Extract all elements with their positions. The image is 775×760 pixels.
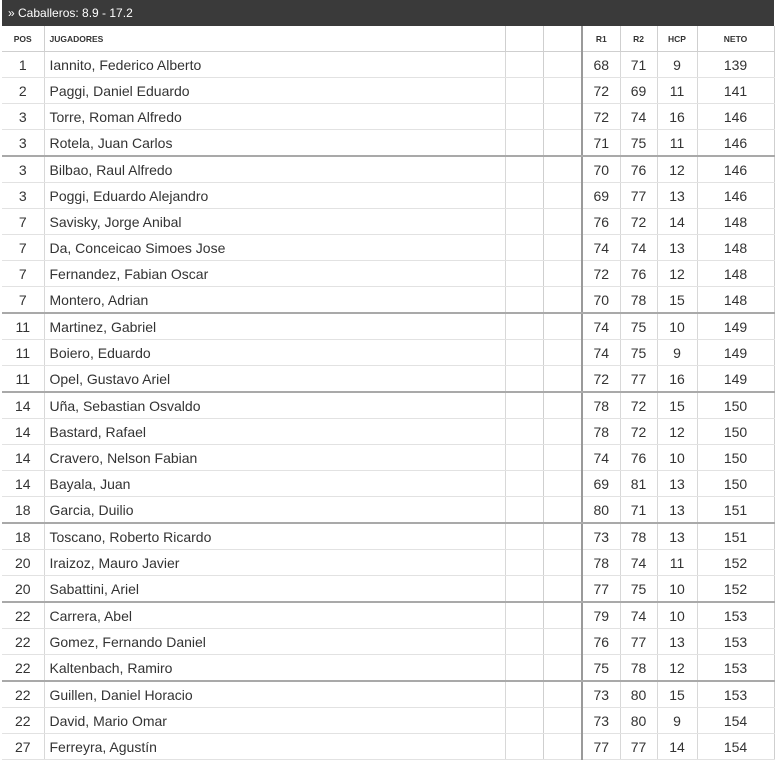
cell-r1: 74 (582, 235, 620, 261)
cell-pos: 22 (2, 708, 44, 734)
cell-blank (505, 183, 543, 209)
cell-pos: 7 (2, 287, 44, 314)
cell-r2: 72 (620, 209, 657, 235)
cell-player: Boiero, Eduardo (44, 340, 505, 366)
cell-blank (543, 104, 582, 130)
cell-blank (543, 708, 582, 734)
cell-player: Bastard, Rafael (44, 419, 505, 445)
column-header-r2: R2 (620, 26, 657, 52)
cell-player: Martinez, Gabriel (44, 313, 505, 340)
cell-neto: 146 (697, 156, 774, 183)
cell-blank (543, 602, 582, 629)
cell-r1: 76 (582, 629, 620, 655)
table-row (2, 209, 774, 235)
cell-player: Cravero, Nelson Fabian (44, 445, 505, 471)
cell-blank (505, 52, 543, 78)
table-row (2, 261, 774, 287)
cell-neto: 149 (697, 340, 774, 366)
table-row (2, 523, 774, 550)
cell-neto: 150 (697, 445, 774, 471)
cell-hcp: 13 (657, 235, 697, 261)
cell-pos: 3 (2, 183, 44, 209)
cell-pos: 14 (2, 419, 44, 445)
cell-r1: 74 (582, 445, 620, 471)
cell-r2: 77 (620, 629, 657, 655)
table-row (2, 734, 774, 760)
cell-hcp: 13 (657, 523, 697, 550)
table-row (2, 287, 774, 314)
cell-blank (543, 550, 582, 576)
cell-r1: 74 (582, 340, 620, 366)
cell-blank (505, 392, 543, 419)
cell-hcp: 14 (657, 209, 697, 235)
cell-blank (543, 576, 582, 603)
results-panel (2, 0, 774, 760)
cell-blank (543, 261, 582, 287)
cell-r2: 72 (620, 392, 657, 419)
cell-neto: 149 (697, 313, 774, 340)
cell-pos: 22 (2, 602, 44, 629)
cell-r1: 78 (582, 550, 620, 576)
table-row (2, 392, 774, 419)
cell-pos: 3 (2, 104, 44, 130)
cell-r1: 80 (582, 497, 620, 524)
cell-blank (543, 419, 582, 445)
cell-hcp: 10 (657, 313, 697, 340)
cell-player: Carrera, Abel (44, 602, 505, 629)
cell-neto: 149 (697, 366, 774, 393)
cell-r2: 78 (620, 287, 657, 314)
cell-hcp: 15 (657, 287, 697, 314)
cell-blank (505, 681, 543, 708)
cell-r2: 77 (620, 734, 657, 760)
cell-r2: 81 (620, 471, 657, 497)
cell-blank (505, 655, 543, 682)
cell-r2: 72 (620, 419, 657, 445)
cell-hcp: 16 (657, 104, 697, 130)
cell-blank (543, 78, 582, 104)
cell-blank (543, 235, 582, 261)
cell-blank (543, 497, 582, 524)
cell-blank (505, 523, 543, 550)
cell-r1: 73 (582, 681, 620, 708)
cell-hcp: 11 (657, 130, 697, 157)
cell-player: Guillen, Daniel Horacio (44, 681, 505, 708)
cell-r2: 71 (620, 52, 657, 78)
cell-neto: 148 (697, 287, 774, 314)
table-row (2, 235, 774, 261)
cell-player: Bilbao, Raul Alfredo (44, 156, 505, 183)
cell-hcp: 10 (657, 445, 697, 471)
table-row (2, 313, 774, 340)
table-row (2, 602, 774, 629)
cell-blank (543, 156, 582, 183)
table-header-row (2, 26, 774, 52)
cell-r1: 74 (582, 313, 620, 340)
cell-r1: 72 (582, 261, 620, 287)
cell-pos: 20 (2, 550, 44, 576)
cell-blank (543, 287, 582, 314)
cell-hcp: 12 (657, 655, 697, 682)
cell-pos: 3 (2, 156, 44, 183)
cell-blank (543, 340, 582, 366)
cell-hcp: 9 (657, 708, 697, 734)
cell-blank (543, 183, 582, 209)
cell-player: Montero, Adrian (44, 287, 505, 314)
cell-r1: 71 (582, 130, 620, 157)
cell-pos: 14 (2, 471, 44, 497)
cell-hcp: 9 (657, 52, 697, 78)
table-row (2, 681, 774, 708)
cell-r1: 75 (582, 655, 620, 682)
cell-player: Poggi, Eduardo Alejandro (44, 183, 505, 209)
cell-player: Uña, Sebastian Osvaldo (44, 392, 505, 419)
cell-neto: 148 (697, 261, 774, 287)
cell-r2: 75 (620, 340, 657, 366)
cell-neto: 148 (697, 235, 774, 261)
cell-neto: 152 (697, 576, 774, 603)
cell-pos: 18 (2, 497, 44, 524)
cell-r2: 74 (620, 235, 657, 261)
cell-r1: 70 (582, 287, 620, 314)
results-table (2, 26, 775, 760)
column-header-neto: NETO (697, 26, 774, 52)
cell-neto: 146 (697, 183, 774, 209)
cell-pos: 14 (2, 392, 44, 419)
cell-hcp: 10 (657, 602, 697, 629)
cell-blank (505, 340, 543, 366)
cell-pos: 7 (2, 209, 44, 235)
column-header-pos: POS (2, 26, 44, 52)
cell-blank (543, 523, 582, 550)
cell-blank (505, 287, 543, 314)
table-row (2, 366, 774, 393)
cell-neto: 153 (697, 655, 774, 682)
cell-pos: 18 (2, 523, 44, 550)
cell-r2: 76 (620, 445, 657, 471)
cell-player: Da, Conceicao Simoes Jose (44, 235, 505, 261)
table-row (2, 156, 774, 183)
cell-neto: 153 (697, 629, 774, 655)
cell-player: Rotela, Juan Carlos (44, 130, 505, 157)
table-row (2, 708, 774, 734)
cell-blank (543, 655, 582, 682)
cell-hcp: 15 (657, 392, 697, 419)
cell-r1: 69 (582, 471, 620, 497)
cell-blank (505, 130, 543, 157)
cell-blank (505, 78, 543, 104)
cell-player: Fernandez, Fabian Oscar (44, 261, 505, 287)
cell-blank (505, 366, 543, 393)
table-row (2, 655, 774, 682)
table-row (2, 183, 774, 209)
cell-r1: 68 (582, 52, 620, 78)
cell-r1: 77 (582, 576, 620, 603)
cell-r2: 80 (620, 681, 657, 708)
cell-blank (505, 550, 543, 576)
cell-r1: 72 (582, 78, 620, 104)
category-title: » Caballeros: 8.9 - 17.2 (2, 0, 774, 26)
cell-blank (505, 708, 543, 734)
table-row (2, 340, 774, 366)
cell-blank (543, 471, 582, 497)
cell-blank (543, 629, 582, 655)
cell-player: Ferreyra, Agustín (44, 734, 505, 760)
cell-pos: 22 (2, 655, 44, 682)
cell-hcp: 10 (657, 576, 697, 603)
cell-r1: 77 (582, 734, 620, 760)
cell-pos: 11 (2, 366, 44, 393)
cell-pos: 3 (2, 130, 44, 157)
cell-r1: 78 (582, 419, 620, 445)
cell-blank (543, 366, 582, 393)
cell-blank (543, 392, 582, 419)
cell-player: Opel, Gustavo Ariel (44, 366, 505, 393)
cell-neto: 153 (697, 602, 774, 629)
cell-r2: 80 (620, 708, 657, 734)
cell-neto: 146 (697, 104, 774, 130)
cell-hcp: 13 (657, 183, 697, 209)
cell-blank (505, 602, 543, 629)
cell-pos: 2 (2, 78, 44, 104)
cell-hcp: 15 (657, 681, 697, 708)
cell-r2: 75 (620, 576, 657, 603)
cell-neto: 148 (697, 209, 774, 235)
column-header-hcp: HCP (657, 26, 697, 52)
column-header-blank (505, 26, 543, 52)
cell-r2: 74 (620, 104, 657, 130)
cell-player: Gomez, Fernando Daniel (44, 629, 505, 655)
cell-r1: 73 (582, 523, 620, 550)
table-row (2, 550, 774, 576)
table-row (2, 471, 774, 497)
cell-r2: 75 (620, 313, 657, 340)
cell-player: David, Mario Omar (44, 708, 505, 734)
cell-r2: 69 (620, 78, 657, 104)
cell-neto: 150 (697, 392, 774, 419)
cell-neto: 150 (697, 471, 774, 497)
cell-player: Torre, Roman Alfredo (44, 104, 505, 130)
cell-pos: 27 (2, 734, 44, 760)
cell-blank (505, 156, 543, 183)
cell-hcp: 12 (657, 156, 697, 183)
cell-blank (543, 130, 582, 157)
cell-pos: 7 (2, 261, 44, 287)
table-row (2, 419, 774, 445)
cell-neto: 151 (697, 497, 774, 524)
cell-r2: 76 (620, 261, 657, 287)
cell-hcp: 11 (657, 78, 697, 104)
cell-neto: 146 (697, 130, 774, 157)
cell-blank (505, 576, 543, 603)
cell-blank (505, 104, 543, 130)
cell-blank (505, 235, 543, 261)
cell-hcp: 16 (657, 366, 697, 393)
column-header-blank (543, 26, 582, 52)
cell-r1: 79 (582, 602, 620, 629)
cell-hcp: 14 (657, 734, 697, 760)
cell-r2: 74 (620, 602, 657, 629)
cell-player: Iannito, Federico Alberto (44, 52, 505, 78)
cell-blank (543, 209, 582, 235)
cell-blank (505, 629, 543, 655)
cell-pos: 22 (2, 681, 44, 708)
cell-hcp: 13 (657, 497, 697, 524)
cell-blank (543, 445, 582, 471)
cell-blank (543, 734, 582, 760)
table-row (2, 104, 774, 130)
cell-blank (543, 52, 582, 78)
cell-blank (543, 313, 582, 340)
table-row (2, 629, 774, 655)
cell-player: Paggi, Daniel Eduardo (44, 78, 505, 104)
cell-r2: 74 (620, 550, 657, 576)
cell-r2: 78 (620, 523, 657, 550)
cell-neto: 153 (697, 681, 774, 708)
cell-pos: 1 (2, 52, 44, 78)
cell-neto: 150 (697, 419, 774, 445)
cell-player: Iraizoz, Mauro Javier (44, 550, 505, 576)
cell-r2: 71 (620, 497, 657, 524)
cell-hcp: 9 (657, 340, 697, 366)
table-row (2, 497, 774, 524)
cell-blank (505, 419, 543, 445)
cell-blank (505, 445, 543, 471)
cell-r1: 78 (582, 392, 620, 419)
cell-neto: 151 (697, 523, 774, 550)
cell-pos: 14 (2, 445, 44, 471)
table-row (2, 52, 774, 78)
cell-r1: 73 (582, 708, 620, 734)
cell-blank (505, 734, 543, 760)
cell-blank (505, 209, 543, 235)
cell-blank (505, 313, 543, 340)
cell-neto: 154 (697, 734, 774, 760)
cell-blank (543, 681, 582, 708)
table-row (2, 445, 774, 471)
cell-pos: 22 (2, 629, 44, 655)
column-header-r1: R1 (582, 26, 620, 52)
cell-hcp: 13 (657, 629, 697, 655)
cell-blank (505, 497, 543, 524)
column-header-player: JUGADORES (44, 26, 505, 52)
cell-neto: 139 (697, 52, 774, 78)
cell-neto: 154 (697, 708, 774, 734)
cell-r1: 72 (582, 366, 620, 393)
cell-r1: 72 (582, 104, 620, 130)
table-row (2, 78, 774, 104)
table-row (2, 130, 774, 157)
cell-blank (505, 471, 543, 497)
cell-r2: 75 (620, 130, 657, 157)
results-table-body (2, 52, 774, 760)
cell-pos: 11 (2, 340, 44, 366)
cell-player: Savisky, Jorge Anibal (44, 209, 505, 235)
cell-r1: 70 (582, 156, 620, 183)
cell-r1: 69 (582, 183, 620, 209)
cell-player: Bayala, Juan (44, 471, 505, 497)
cell-player: Kaltenbach, Ramiro (44, 655, 505, 682)
table-row (2, 576, 774, 603)
cell-pos: 11 (2, 313, 44, 340)
cell-player: Sabattini, Ariel (44, 576, 505, 603)
cell-player: Garcia, Duilio (44, 497, 505, 524)
cell-r2: 78 (620, 655, 657, 682)
cell-pos: 7 (2, 235, 44, 261)
cell-hcp: 11 (657, 550, 697, 576)
cell-neto: 141 (697, 78, 774, 104)
cell-player: Toscano, Roberto Ricardo (44, 523, 505, 550)
cell-neto: 152 (697, 550, 774, 576)
cell-r2: 76 (620, 156, 657, 183)
cell-r2: 77 (620, 183, 657, 209)
cell-hcp: 12 (657, 261, 697, 287)
cell-r1: 76 (582, 209, 620, 235)
cell-blank (505, 261, 543, 287)
cell-pos: 20 (2, 576, 44, 603)
cell-r2: 77 (620, 366, 657, 393)
cell-hcp: 13 (657, 471, 697, 497)
cell-hcp: 12 (657, 419, 697, 445)
